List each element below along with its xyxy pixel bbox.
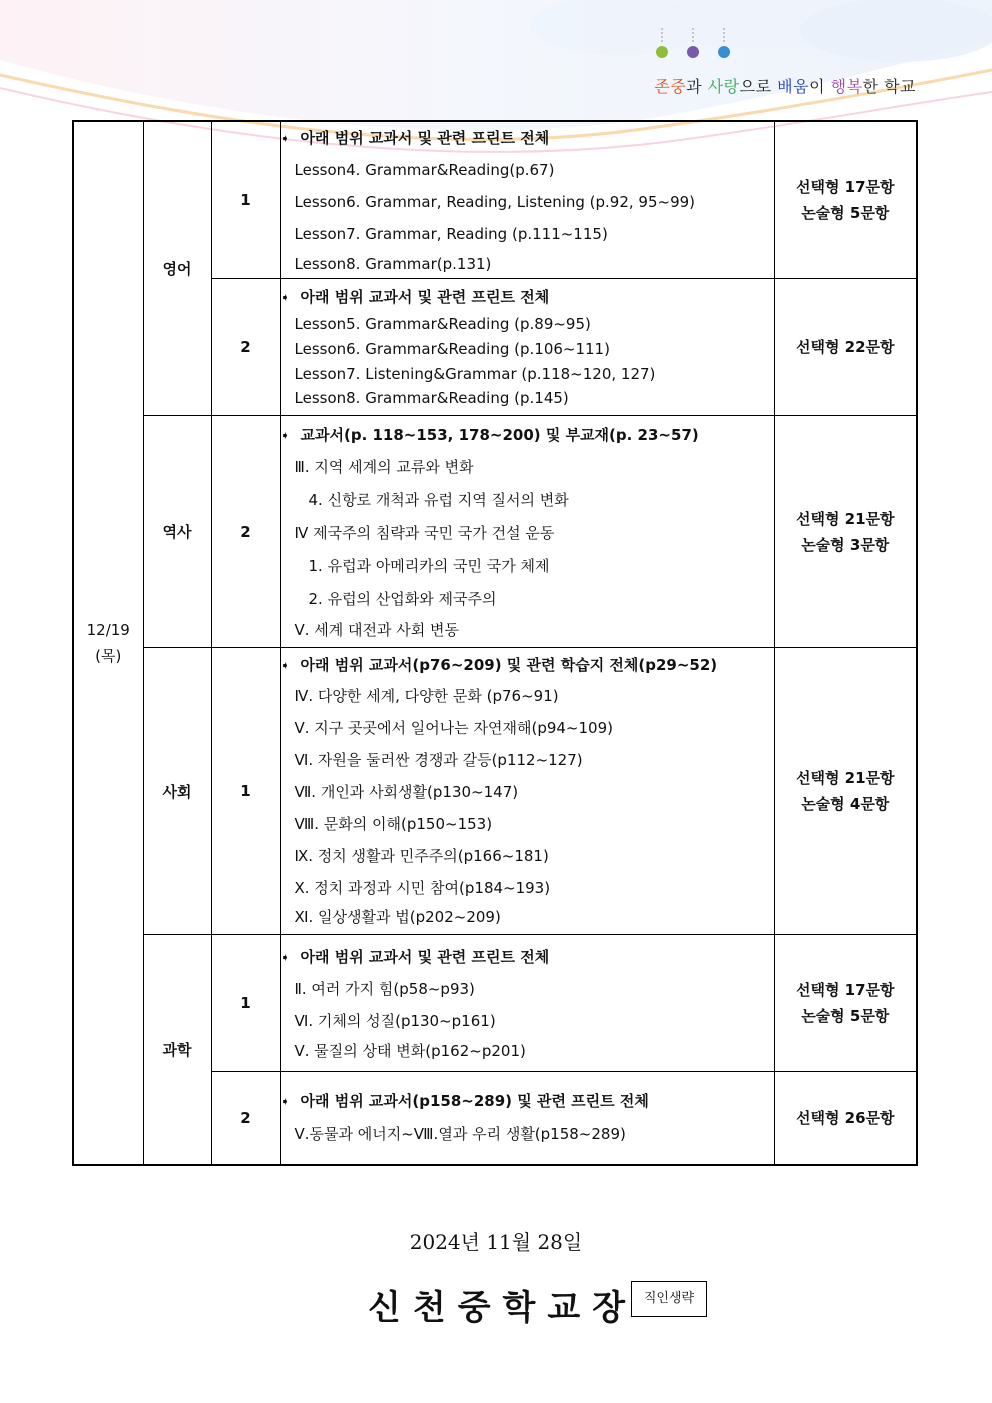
seal-box: 직인생략	[631, 1281, 707, 1317]
scope-line: Ⅱ. 여러 가지 힘(p58~p93)	[294, 979, 475, 998]
table-row	[73, 121, 917, 279]
motto-part: 행복	[830, 77, 863, 96]
principal-title: 신천중학교장	[368, 1288, 638, 1328]
scope-cell	[280, 1072, 774, 1165]
scope-heading: ➧ 아래 범위 교과서 및 관련 프린트 전체	[280, 288, 550, 306]
exam-day: (목)	[95, 646, 122, 665]
multiple-choice-count: 선택형 21문항	[795, 509, 895, 528]
essay-count: 논술형 5문항	[801, 204, 890, 222]
scope-line: Lesson8. Grammar(p.131)	[294, 254, 492, 273]
subject-name: 사회	[162, 782, 192, 801]
question-count-cell	[774, 935, 917, 1072]
scope-line: Ⅲ. 지역 세계의 교류와 변화	[294, 458, 474, 476]
motto-part: 한 학교	[862, 77, 916, 96]
scope-line: Ⅷ. 문화의 이해(p150~153)	[294, 815, 493, 833]
scope-line: Lesson6. Grammar, Reading, Listening (p.92, 95~99)	[294, 192, 696, 211]
scope-line: Lesson5. Grammar&Reading (p.89~95)	[294, 314, 591, 333]
tier-number: 2	[240, 338, 251, 356]
essay-count: 논술형 4문항	[801, 795, 890, 813]
tier-number: 2	[240, 1108, 251, 1127]
motto-part: 이	[809, 77, 831, 96]
subject-name: 영어	[162, 260, 192, 278]
scope-line: Ⅹ. 정치 과정과 시민 참여(p184~193)	[294, 878, 551, 897]
bullet-icon: ➧	[280, 428, 290, 442]
multiple-choice-count: 선택형 22문항	[795, 338, 895, 356]
bullet-icon: ➧	[280, 291, 290, 304]
scope-line: Lesson8. Grammar&Reading (p.145)	[294, 389, 569, 407]
tier-cell	[211, 121, 280, 279]
decorative-dots-icon	[648, 26, 738, 66]
motto-part: 사랑	[707, 77, 740, 96]
motto-part: 존중	[654, 77, 687, 96]
motto-part: 으로	[739, 77, 778, 96]
multiple-choice-count: 선택형 21문항	[795, 769, 895, 787]
scope-line: 1. 유럽과 아메리카의 국민 국가 체제	[308, 557, 550, 575]
subject-cell	[143, 121, 211, 416]
subject-name: 역사	[162, 523, 192, 541]
tier-number: 2	[240, 522, 251, 541]
scope-heading: ➧ 교과서(p. 118~153, 178~200) 및 부교재(p. 23~57)	[280, 425, 699, 444]
bullet-icon: ➧	[280, 131, 290, 145]
scope-line: Ⅴ.동물과 에너지~Ⅷ.열과 우리 생활(p158~289)	[294, 1125, 626, 1144]
scope-line: Ⅴ. 물질의 상태 변화(p162~p201)	[294, 1041, 526, 1060]
question-count-cell	[774, 1072, 917, 1165]
scope-cell	[280, 416, 774, 648]
question-count-cell	[774, 416, 917, 648]
motto-part: 과	[686, 77, 708, 96]
scope-line: Lesson7. Listening&Grammar (p.118~120, 127)	[294, 364, 656, 383]
tier-cell	[211, 279, 280, 416]
subject-name: 과학	[162, 1040, 192, 1059]
tier-cell	[211, 416, 280, 648]
scope-heading: ➧ 아래 범위 교과서 및 관련 프린트 전체	[280, 947, 550, 966]
table-row	[73, 648, 917, 935]
scope-line: Lesson7. Grammar, Reading (p.111~115)	[294, 224, 608, 243]
tier-number: 1	[240, 782, 251, 800]
tier-cell	[211, 1072, 280, 1165]
subject-cell	[143, 935, 211, 1165]
scope-line: Ⅳ. 다양한 세계, 다양한 문화 (p76~91)	[294, 687, 559, 705]
scope-cell	[280, 935, 774, 1072]
tier-cell	[211, 935, 280, 1072]
scope-cell	[280, 648, 774, 935]
scope-cell	[280, 279, 774, 416]
bullet-icon: ➧	[280, 659, 290, 672]
scope-cell	[280, 121, 774, 279]
exam-scope-table	[72, 120, 918, 1166]
tier-cell	[211, 648, 280, 935]
scope-heading: ➧ 아래 범위 교과서(p158~289) 및 관련 프린트 전체	[280, 1092, 649, 1111]
multiple-choice-count: 선택형 17문항	[795, 981, 895, 999]
question-count-cell	[774, 121, 917, 279]
scope-line: Ⅵ. 자원을 둘러싼 경쟁과 갈등(p112~127)	[294, 751, 583, 769]
scope-line: Ⅵ. 기체의 성질(p130~p161)	[294, 1011, 496, 1030]
multiple-choice-count: 선택형 17문항	[795, 178, 895, 196]
motto-part: 배움	[777, 77, 810, 96]
scope-heading: ➧ 아래 범위 교과서(p76~209) 및 관련 학습지 전체(p29~52)	[280, 656, 718, 674]
scope-line: Ⅸ. 정치 생활과 민주주의(p166~181)	[294, 847, 549, 865]
exam-date: 12/19	[86, 620, 130, 639]
tier-number: 1	[240, 994, 251, 1012]
scope-line: Lesson4. Grammar&Reading(p.67)	[294, 160, 555, 179]
bullet-icon: ➧	[280, 1095, 290, 1109]
essay-count: 논술형 3문항	[801, 535, 890, 554]
subject-cell	[143, 416, 211, 648]
scope-line: Ⅺ. 일상생활과 법(p202~209)	[294, 908, 501, 926]
scope-line: Ⅴ. 지구 곳곳에서 일어나는 자연재해(p94~109)	[294, 719, 613, 737]
scope-line: Lesson6. Grammar&Reading (p.106~111)	[294, 339, 610, 358]
table-row	[73, 416, 917, 648]
table-row	[73, 935, 917, 1072]
bullet-icon: ➧	[280, 950, 290, 964]
scope-line: 2. 유럽의 산업화와 제국주의	[308, 590, 497, 608]
school-motto	[654, 74, 916, 97]
tier-number: 1	[240, 191, 251, 209]
question-count-cell	[774, 279, 917, 416]
scope-line: Ⅴ. 세계 대전과 사회 변동	[294, 620, 460, 639]
question-count-cell	[774, 648, 917, 935]
exam-date-cell	[73, 121, 143, 1165]
scope-line: Ⅳ 제국주의 침략과 국민 국가 건설 운동	[294, 524, 555, 542]
essay-count: 논술형 5문항	[801, 1007, 890, 1025]
subject-cell	[143, 648, 211, 935]
multiple-choice-count: 선택형 26문항	[795, 1108, 895, 1127]
scope-heading: ➧ 아래 범위 교과서 및 관련 프린트 전체	[280, 128, 550, 147]
document-date: 2024년 11월 28일	[409, 1230, 583, 1254]
scope-line: Ⅶ. 개인과 사회생활(p130~147)	[294, 783, 519, 801]
scope-line: 4. 신항로 개척과 유럽 지역 질서의 변화	[308, 491, 569, 509]
